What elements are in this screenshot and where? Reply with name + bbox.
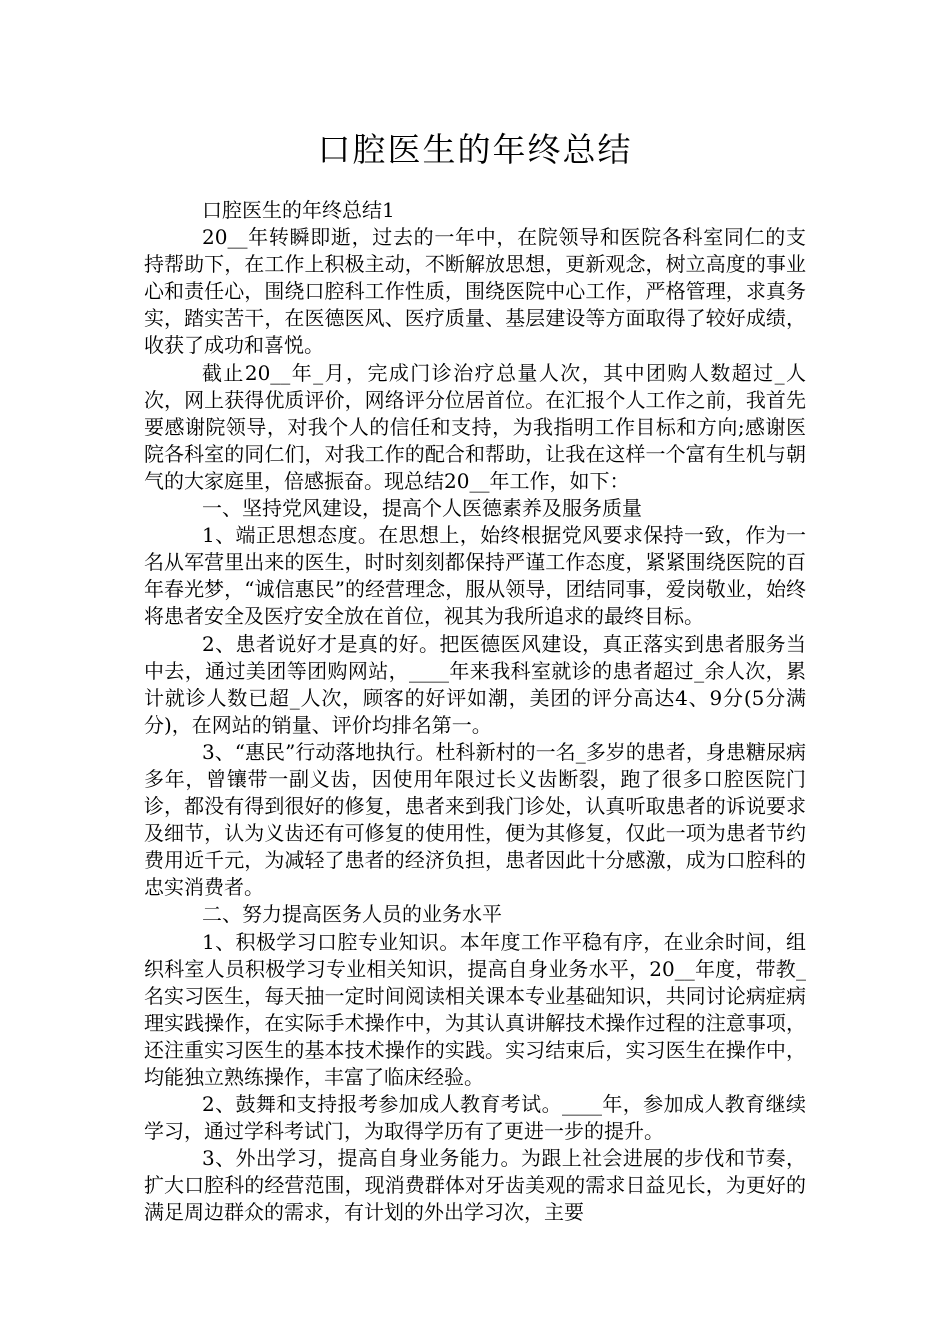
document-body xyxy=(144,197,806,1227)
paragraph-item-2-2: 2、鼓舞和支持报考参加成人教育考试。____年，参加成人教育继续学习，通过学科考试门，为取得学历有了更进一步的提升。 xyxy=(144,1092,806,1144)
section-heading-1: 一、坚持党风建设，提高个人医德素养及服务质量 xyxy=(202,496,642,521)
paragraph-summary: 截止20__年_月，完成门诊治疗总量人次，其中团购人数超过_人次，网上获得优质评价，网络评分位居首位。在汇报个人工作之前，我首先要感谢院领导，对我个人的信任和支持，为我指明工作目标和方向;感谢医院各科室的同仁们，对我工作的配合和帮助，让我在这样一个富有生机与朝气的大家庭里，倍感振奋。现总结20__年工作，如下： xyxy=(144,360,806,493)
document-title: 口腔医生的年终总结 xyxy=(317,130,633,169)
paragraph-item-2-1: 1、积极学习口腔专业知识。本年度工作平稳有序，在业余时间，组织科室人员积极学习专业相关知识，提高自身业务水平，20__年度，带教_名实习医生，每天抽一定时间阅读相关课本专业基础知识，共同讨论病症病理实践操作，在实际手术操作中，为其认真讲解技术操作过程的注意事项，还注重实习医生的基本技术操作的实践。实习结束后，实习医生在操作中，均能独立熟练操作，丰富了临床经验。 xyxy=(144,929,806,1089)
paragraph-subtitle: 口腔医生的年终总结1 xyxy=(202,198,395,222)
section-heading-2: 二、努力提高医务人员的业务水平 xyxy=(202,902,502,927)
paragraph-item-1-1: 1、端正思想态度。在思想上，始终根据党风要求保持一致，作为一名从军营里出来的医生，时时刻刻都保持严谨工作态度，紧紧围绕医院的百年春光梦，“诚信惠民”的经营理念，服从领导，团结同事，爱岗敬业，始终将患者安全及医疗安全放在首位，视其为我所追求的最终目标。 xyxy=(144,523,806,629)
paragraph-item-2-3: 3、外出学习，提高自身业务能力。为跟上社会进展的步伐和节奏，扩大口腔科的经营范围，现消费群体对牙齿美观的需求日益见长，为更好的满足周边群众的需求，有计划的外出学习次，主要 xyxy=(144,1146,806,1225)
paragraph-item-1-3: 3、“惠民”行动落地执行。杜科新村的一名_多岁的患者，身患糖尿病多年，曾镶带一副义齿，因使用年限过长义齿断裂，跑了很多口腔医院门诊，都没有得到很好的修复，患者来到我门诊处，认真听取患者的诉说要求及细节，认为义齿还有可修复的使用性，便为其修复，仅此一项为患者节约费用近千元，为减轻了患者的经济负担，患者因此十分感激，成为口腔科的忠实消费者。 xyxy=(144,739,806,900)
paragraph-intro: 20__年转瞬即逝，过去的一年中，在院领导和医院各科室同仁的支持帮助下，在工作上积极主动，不断解放思想，更新观念，树立高度的事业心和责任心，围绕口腔科工作性质，围绕医院中心工作，严格管理，求真务实，踏实苦干，在医德医风、医疗质量、基层建设等方面取得了较好成绩，收获了成功和喜悦。 xyxy=(144,225,806,358)
paragraph-item-1-2: 2、患者说好才是真的好。把医德医风建设，真正落实到患者服务当中去，通过美团等团购网站，____年来我科室就诊的患者超过_余人次，累计就诊人数已超_人次，顾客的好评如潮，美团的评分高达4、9分(5分满分)，在网站的销量、评价均排名第一。 xyxy=(144,631,806,737)
